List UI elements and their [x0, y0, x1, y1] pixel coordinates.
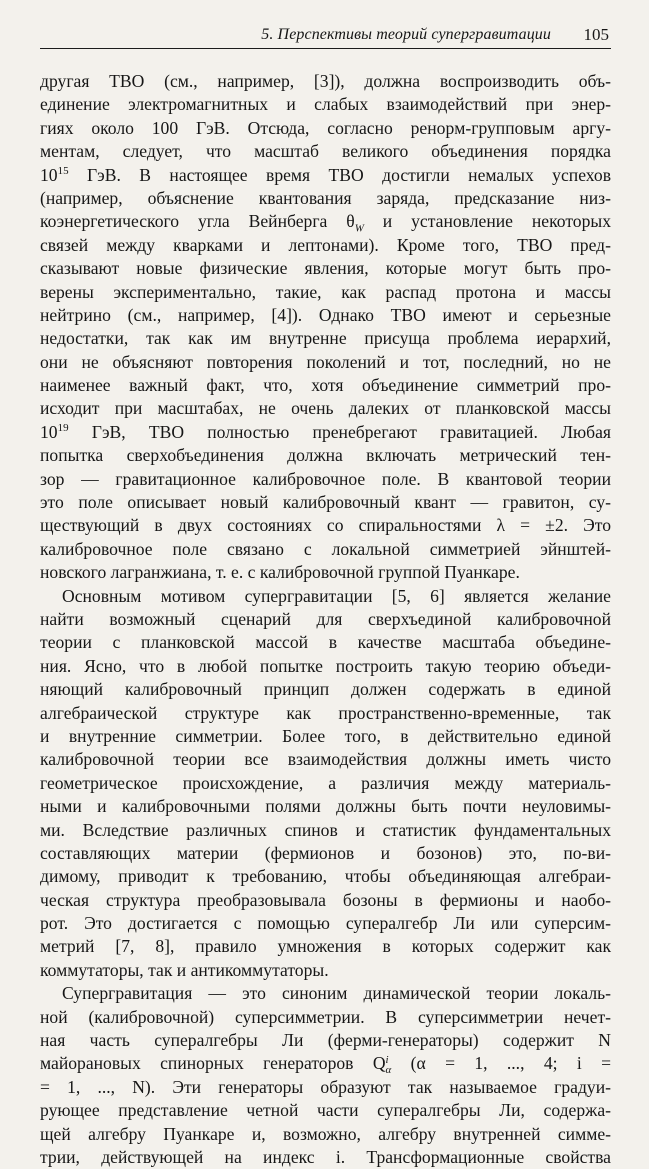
text-line: метрий [7, 8], правило умножения в которых содержит как — [40, 936, 611, 957]
line-rest: ГэВ, ТВО полностью пренебрегают гравитацией. Любая — [68, 421, 611, 442]
text-line — [40, 210, 611, 233]
text-line: сказывают новые физические явления, которые могут быть про- — [40, 258, 611, 279]
text-line: составляющих материи (фермионов и бозонов) это, по-ви- — [40, 842, 611, 863]
line-text: коэнергетического угла Вейнберга θ — [40, 211, 355, 232]
text-line: Супергравитация — это синоним динамической теории локаль- — [62, 983, 611, 1004]
text-line: новского лагранжиана, т. е. с калибровочной группой Пуанкаре. — [40, 562, 520, 583]
text-line: это поле описывает новый калибровочный квант — гравитон, су- — [40, 492, 611, 513]
running-title: 5. Перспективы теорий супергравитации — [261, 26, 551, 43]
text-line: недостатки, так как им внутренне присуща проблема иерархий, — [40, 328, 611, 349]
text-line: ми. Вследствие различных спинов и статистик фундаментальных — [40, 819, 611, 840]
text-line: исходит при масштабах, не очень далеких от планковской массы — [40, 398, 611, 419]
text-line: ной (калибровочной) суперсимметрии. В суперсимметрии нечет- — [40, 1006, 611, 1027]
text-line: ментам, следует, что масштаб великого объединения порядка — [40, 141, 611, 162]
text-line: коммутаторы, так и антикоммутаторы. — [40, 959, 329, 980]
text-line: зор — гравитационное калибровочное поле. В квантовой теории — [40, 468, 611, 489]
text-line: щей алгебру Пуанкаре и, возможно, алгебру внутренней симме- — [40, 1123, 611, 1144]
line-rest: и установление некоторых — [363, 211, 612, 232]
text-line: трии, действующей на индекс i. Трансформационные свойства — [40, 1146, 611, 1167]
text-line: ными и калибровочными полями должны быть почти неуловимы- — [40, 796, 611, 817]
text-line: единение электромагнитных и слабых взаимодействий при энер- — [40, 94, 611, 115]
text-line: гиях около 100 ГэВ. Отсюда, согласно реноpм-групповым аргу- — [40, 117, 611, 138]
text-line: геометрическое происхождение, а различия между материаль- — [40, 772, 611, 793]
text-line — [40, 1052, 611, 1075]
text-line: нейтрино (см., например, [4]). Однако ТВО имеют и серьезные — [40, 304, 611, 325]
text-line — [40, 421, 611, 444]
text-line: няющий калибровочный принцип должен содержать в единой — [40, 679, 611, 700]
line-number: 10 — [40, 164, 58, 185]
line-rest: ГэВ. В настоящее время ТВО достигли немалых успехов — [68, 164, 611, 185]
text-line: (например, объяснение квантования заряда, предсказание низ- — [40, 187, 611, 208]
line-number: 10 — [40, 421, 58, 442]
text-line — [40, 164, 611, 187]
text-line: алгебраической структуре как пространственно-временные, так — [40, 702, 611, 723]
exponent: 19 — [57, 422, 69, 434]
text-line: калибровочное поле связано с локальной симметрией эйнштей- — [40, 538, 611, 559]
exponent: 15 — [57, 164, 69, 177]
text-line: рот. Это достигается с помощью супералгебр Ли или суперсим- — [40, 913, 611, 934]
text-line: связей между кварками и лептонами). Кроме того, ТВО пред- — [40, 234, 611, 255]
text-line: Основным мотивом супергравитации [5, 6] является желание — [62, 585, 611, 606]
line-rest: (α = 1, ..., 4; i = — [391, 1053, 612, 1074]
text-line: ществующий в двух состояниях со спиральностями λ = ±2. Это — [40, 515, 611, 536]
line-text: майорановых спинорных генераторов Q — [40, 1053, 386, 1074]
text-line: верены экспериментально, такие, как распад протона и массы — [40, 281, 611, 302]
text-line: ния. Ясно, что в любой попытке построить такую теорию объеди- — [40, 655, 611, 676]
running-header — [40, 20, 611, 49]
text-line: ческая структура преобразовывала бозоны в фермионы и наобо- — [40, 889, 611, 910]
body-text — [40, 70, 611, 1169]
text-line: и внутренние симметрии. Более того, в действительно единой — [40, 725, 611, 746]
text-line: калибровочной теории все взаимодействия должны иметь чисто — [40, 749, 611, 770]
text-line: попытка сверхобъединения должна включать метрический тен- — [40, 445, 611, 466]
text-line: наименее важный факт, что, хотя объединение симметрий про- — [40, 375, 611, 396]
text-line: ная часть супералгебры Ли (ферми-генераторы) содержит N — [40, 1030, 611, 1051]
page-number: 105 — [583, 25, 609, 44]
text-line: рующее представление четной части супералгебры Ли, содержа- — [40, 1100, 611, 1121]
text-line: теории с планковской массой в качестве масштаба объедине- — [40, 632, 611, 653]
text-line: другая ТВО (см., например, [3]), должна воспроизводить объ- — [40, 71, 611, 91]
text-line: = 1, ..., N). Эти генераторы образуют так называемое градуи- — [40, 1076, 611, 1097]
superscript: i — [385, 1054, 389, 1067]
text-line: они не объясняют повторения поколений и тот, последний, но не — [40, 351, 611, 372]
text-line: найти возможный сценарий для сверхъединой калибровочной — [40, 608, 611, 629]
text-line: димому, приводит к требованию, чтобы объединяющая алгебраи- — [40, 866, 611, 887]
subscript: α — [385, 1064, 392, 1077]
subscript: W — [354, 222, 364, 235]
